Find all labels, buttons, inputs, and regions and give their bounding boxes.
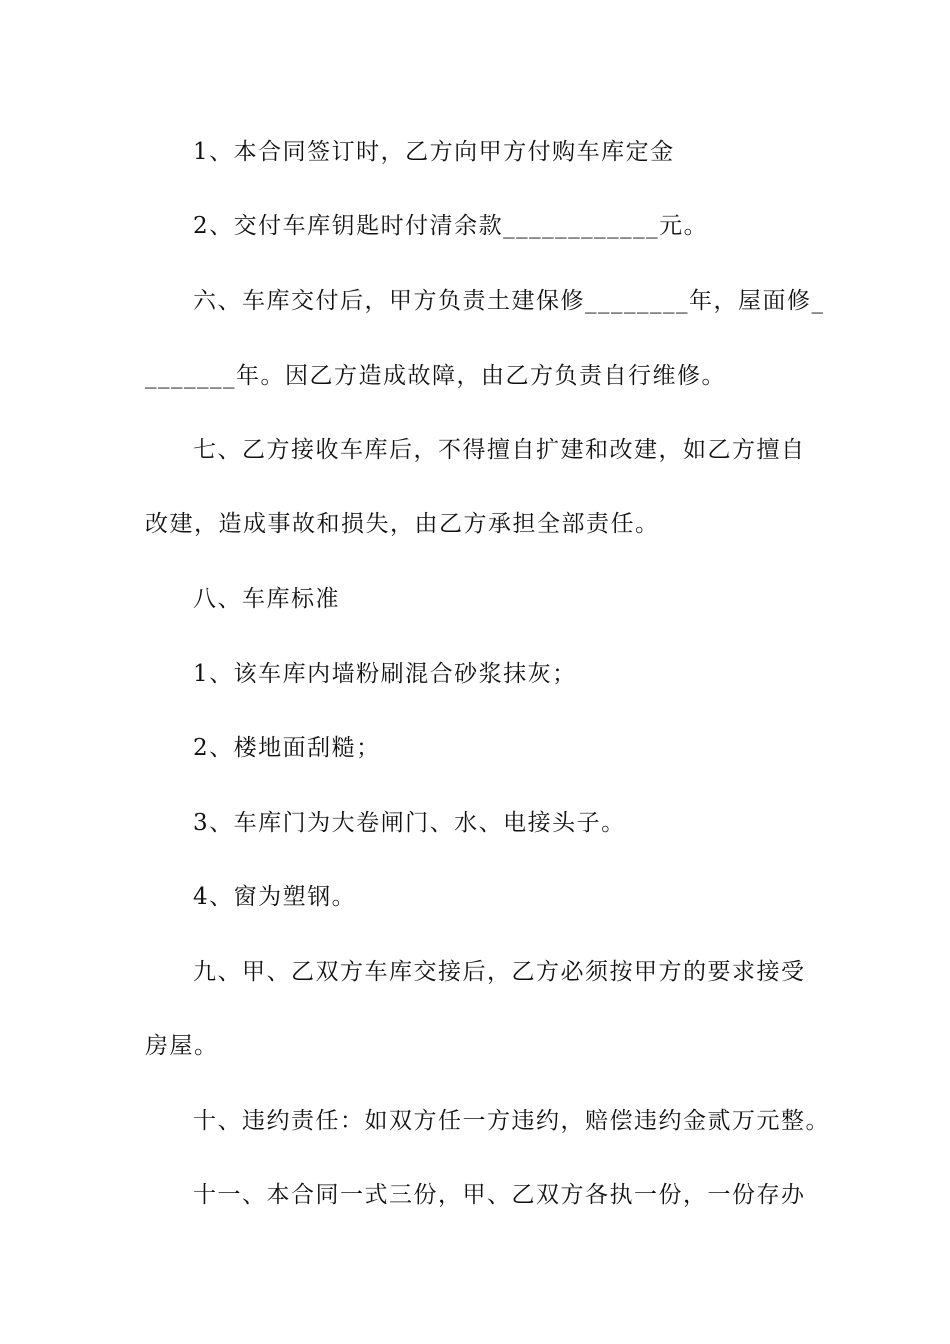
paragraph-line: 九、甲、乙双方车库交接后，乙方必须按甲方的要求接受 <box>193 959 806 985</box>
paragraph-line: 七、乙方接收车库后，不得擅自扩建和改建，如乙方擅自 <box>193 437 806 463</box>
paragraph-line: 十一、本合同一式三份，甲、乙双方各执一份，一份存办 <box>193 1182 806 1208</box>
paragraph-line: 3、车库门为大卷闸门、水、电接头子。 <box>193 810 626 836</box>
paragraph-line: 1、本合同签订时，乙方向甲方付购车库定金 <box>193 139 675 165</box>
paragraph-line: 房屋。 <box>145 1033 219 1059</box>
paragraph-line: 4、窗为塑钢。 <box>193 884 357 910</box>
paragraph-line: 1、该车库内墙粉刷混合砂浆抹灰； <box>193 661 577 687</box>
paragraph-line: 六、车库交付后，甲方负责土建保修________年，屋面修_ <box>193 288 825 314</box>
paragraph-line: 2、楼地面刮糙； <box>193 735 381 761</box>
paragraph-line: 2、交付车库钥匙时付清余款____________元。 <box>193 213 709 239</box>
section-heading: 八、车库标准 <box>193 586 340 612</box>
paragraph-line: 十、违约责任：如双方任一方违约，赔偿违约金贰万元整。 <box>193 1108 830 1134</box>
paragraph-line: 改建，造成事故和损失，由乙方承担全部责任。 <box>145 511 660 537</box>
paragraph-line: _______年。因乙方造成故障，由乙方负责自行维修。 <box>145 363 726 389</box>
